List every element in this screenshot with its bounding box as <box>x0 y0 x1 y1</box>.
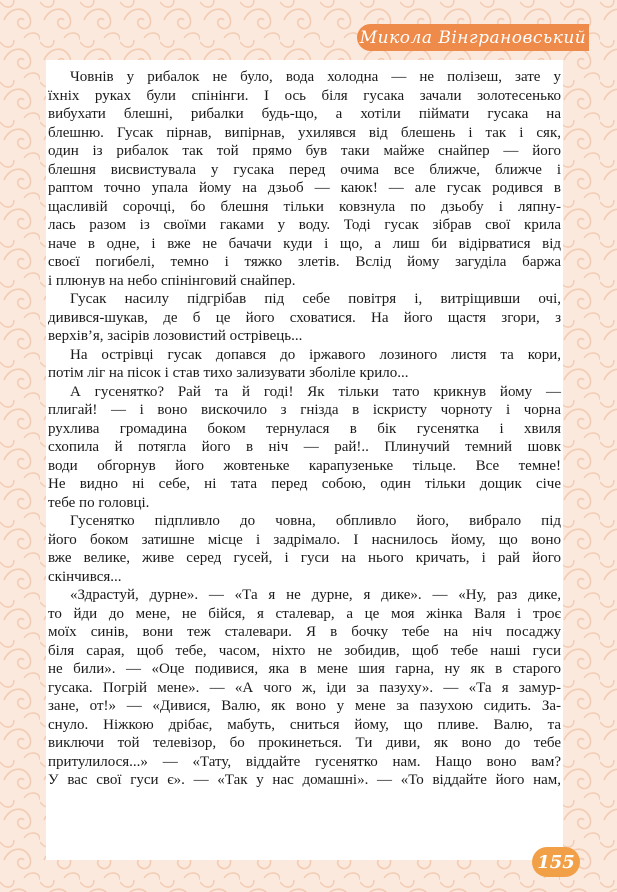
text-line: блешню. Гусак пірнав, випірнав, ухилявся від блешень і так і сяк, <box>48 124 561 141</box>
author-name: Микола Вінграновський <box>359 27 587 48</box>
text-line: раптом точно упала йому на дзьоб — каюк! — але гусак родився в <box>48 180 561 196</box>
text-line: тебе по головці. <box>48 494 150 511</box>
text-line: біля сарая, щоб тебе, часом, ніхто не зобидив, щоб тебе наші гуси <box>48 642 561 659</box>
text-line: притулилося...» — «Тату, віддайте гусенятко нам. Нащо воно вам? <box>48 753 561 770</box>
text-line: один із рибалок так той прямо був таки майже снайпер — його <box>48 143 561 159</box>
text-line: вибухати блешні, рибалки будь-що, а хотіли піймати гусака на <box>48 106 561 122</box>
text-line: їхніх руках були спінінги. І ось біля гусака зачали золотесенько <box>48 87 561 104</box>
page-number-badge <box>532 847 580 877</box>
text-line: На острівці гусак допався до іржавого лозиного листя та кори, <box>70 346 561 363</box>
text-line: Човнів у рибалок не було, вода холодна — не полізеш, зате у <box>70 69 561 85</box>
page-number: 155 <box>537 851 575 873</box>
text-line: блешня висвистувала у гусака перед очима все ближче, ближче і <box>48 161 561 178</box>
text-line: рухлива громадина боком тернулася в бік гусенятка і хвиля <box>48 420 561 437</box>
text-line: своєї погибелі, темно і тяжко злетів. Вслід йому загуділа баржа <box>48 254 561 270</box>
text-line: моїх синів, вони теж сталевари. Я в бочку тебе на ніч посаджу <box>48 624 561 640</box>
text-line: плигай! — і воно вискочило з гнізда в іскристу чорноту і чорна <box>48 402 561 418</box>
text-line: і плюнув на небо спінінговий снайпер. <box>48 272 296 289</box>
text-line: його боком затишне місце і задрімало. І наснилось йому, що воно <box>48 531 561 548</box>
text-line: верхів’я, засірів лозовистий острівець... <box>48 328 303 344</box>
text-line: то йди до мене, не бійся, я сталевар, а це моя жінка Валя і троє <box>48 605 561 622</box>
text-line: води обгорнув його жовтеньке карапузеньке тільце. Все темне! <box>48 457 561 474</box>
text-line: лась разом із своїми гаками у воду. Тоді гусак зібрав свої крила <box>48 217 561 233</box>
body-text <box>48 68 561 790</box>
text-line: скінчився... <box>48 568 122 585</box>
text-line: «Здрастуй, дурне». — «Та я не дурне, я дике». — «Ну, раз дике, <box>70 587 561 603</box>
text-line: зане, от!» — «Дивися, Валю, як воно у мене за пазухою сидить. За- <box>48 698 561 714</box>
text-line: Гусак насилу підгрібав під себе повітря і, витріщивши очі, <box>70 291 561 307</box>
text-line: А гусенятко? Рай та й годі! Як тільки тато крикнув йому — <box>70 383 561 400</box>
text-line: схопила й потягла його в ніч — рай!.. Плинучий темний шовк <box>48 439 561 455</box>
text-line: щасливій сорочці, бо блешня тільки ковзнула по дзьобу і ляпну- <box>48 198 561 215</box>
text-line: Гусенятко підпливло до човна, обпливло його, вибрало під <box>70 513 561 529</box>
text-line: снуло. Ніжкою дрібає, мабуть, сниться йому, що пливе. Валю, та <box>48 716 561 733</box>
text-line: гусака. Погрій мене». — «А чого ж, іди за пазуху». — «Та я замур- <box>48 679 561 696</box>
text-line: дивився-шукав, де б це його сховатися. На його щастя згори, з <box>48 309 561 326</box>
text-line: У вас свої гуси є». — «Так у нас домашні». — «То віддайте його нам, <box>48 772 561 788</box>
text-line: виключи той телевізор, бо прокинеться. Ти диви, як воно до тебе <box>48 735 561 751</box>
header-tab <box>357 24 589 51</box>
text-line: наче в одне, і вже не бачачи куди і що, а лиш би відірватися від <box>48 235 561 252</box>
text-line: потім ліг на пісок і став тихо зализувати зболіле крило... <box>48 365 409 381</box>
text-line: не били». — «Оце подивися, яка в мене шия гарна, ну як в старого <box>48 661 561 677</box>
text-line: вже велике, живе серед гусей, і гуси на нього кричать, і рай його <box>48 550 561 566</box>
text-line: Не видно ні себе, ні тата перед собою, один тільки дощик січе <box>48 476 561 492</box>
